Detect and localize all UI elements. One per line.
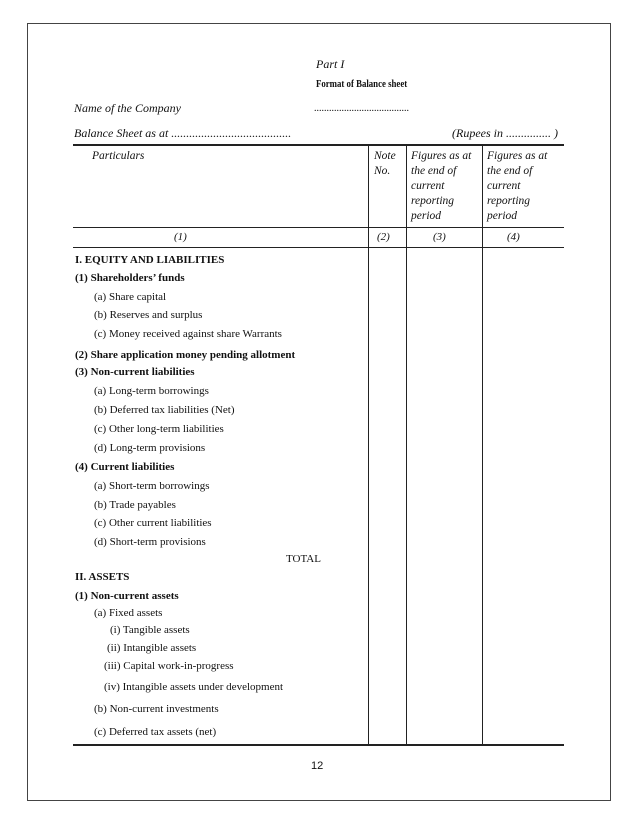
- colnum-2: (2): [377, 231, 390, 243]
- row-long-term-provisions: (d) Long-term provisions: [94, 442, 206, 454]
- row-other-long-term-liabilities: (c) Other long-term liabilities: [94, 423, 224, 435]
- colnum-1: (1): [174, 231, 187, 243]
- row-share-application: (2) Share application money pending allotment: [75, 349, 296, 361]
- row-short-term-borrowings: (a) Short-term borrowings: [94, 480, 210, 492]
- table-bottom-border: [73, 744, 564, 746]
- row-short-term-provisions: (d) Short-term provisions: [94, 536, 206, 548]
- row-shareholders-funds: (1) Shareholders’ funds: [75, 272, 185, 284]
- header-particulars: Particulars: [92, 150, 145, 162]
- company-dots: ......................................: [314, 103, 409, 114]
- row-current-liabilities: (4) Current liabilities: [75, 461, 175, 473]
- row-non-current-investments: (b) Non-current investments: [94, 703, 219, 715]
- col-divider-1: [368, 145, 369, 745]
- header-divider: [73, 227, 564, 228]
- rupees-label: (Rupees in ............... ): [452, 126, 558, 140]
- row-other-current-liabilities: (c) Other current liabilities: [94, 517, 212, 529]
- company-label: Name of the Company: [74, 101, 181, 115]
- part-heading: Part I: [316, 57, 345, 71]
- format-title: Format of Balance sheet: [316, 79, 408, 90]
- table-top-border: [73, 144, 564, 146]
- header-previous-period: Figures as at the end of current reporting period: [487, 150, 548, 222]
- col-divider-2: [406, 145, 407, 745]
- row-non-current-liabilities: (3) Non-current liabilities: [75, 366, 195, 378]
- header-note: Note No.: [374, 150, 396, 177]
- row-deferred-tax-liabilities: (b) Deferred tax liabilities (Net): [94, 404, 235, 416]
- colnum-3: (3): [433, 231, 446, 243]
- header-current-period: Figures as at the end of current reporting period: [411, 150, 472, 222]
- row-intangible-under-development: (iv) Intangible assets under development: [104, 681, 284, 693]
- col-divider-3: [482, 145, 483, 745]
- row-fixed-assets: (a) Fixed assets: [94, 607, 163, 619]
- row-share-capital: (a) Share capital: [94, 291, 167, 303]
- row-total: TOTAL: [286, 553, 321, 565]
- colnum-4: (4): [507, 231, 520, 243]
- colnum-divider: [73, 247, 564, 248]
- row-capital-wip: (iii) Capital work-in-progress: [104, 660, 234, 672]
- row-non-current-assets: (1) Non-current assets: [75, 590, 179, 602]
- row-equity-liabilities: I. EQUITY AND LIABILITIES: [75, 254, 225, 266]
- row-reserves-surplus: (b) Reserves and surplus: [94, 309, 203, 321]
- row-long-term-borrowings: (a) Long-term borrowings: [94, 385, 209, 397]
- row-deferred-tax-assets: (c) Deferred tax assets (net): [94, 726, 217, 738]
- page-number: 12: [311, 760, 324, 772]
- row-assets: II. ASSETS: [75, 571, 130, 583]
- row-intangible-assets: (ii) Intangible assets: [107, 642, 197, 654]
- row-money-received: (c) Money received against share Warrants: [94, 328, 282, 340]
- row-tangible-assets: (i) Tangible assets: [110, 624, 190, 636]
- balance-sheet-label: Balance Sheet as at ........................................: [74, 126, 292, 140]
- row-trade-payables: (b) Trade payables: [94, 499, 176, 511]
